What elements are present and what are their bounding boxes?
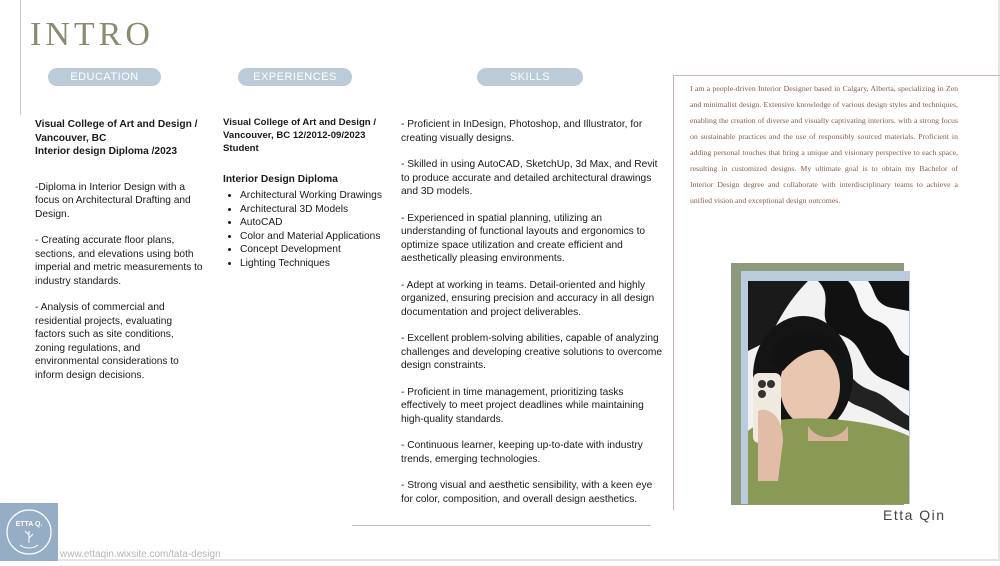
brand-logo — [0, 503, 58, 561]
education-heading — [35, 118, 205, 159]
logo-text: ETTA Q. — [15, 521, 43, 528]
profile-photo — [748, 281, 909, 504]
skill-item: - Proficient in time management, prioritizing tasks effectively to meet project deadlines while maintaining high-quality standards. — [401, 386, 644, 425]
experiences-school: Visual College of Art and Design / — [223, 117, 376, 128]
experiences-pill: EXPERIENCES — [238, 68, 352, 86]
list-item: • Color and Material Applications — [240, 230, 383, 244]
skill-item: - Proficient in InDesign, Photoshop, and Illustrator, for creating visually designs. — [401, 119, 643, 144]
skill-item: - Experienced in spatial planning, utilizing an understanding of functional layouts and ergonomics to optimize space utilization and create efficient and aesthetically pleasing environments. — [401, 212, 646, 264]
logo-emblem — [0, 503, 58, 561]
list-item: • Architectural 3D Models — [240, 203, 383, 217]
education-paragraph: -Diploma in Interior Design with a focus on Architectural Drafting and Design. — [35, 181, 191, 220]
experiences-subheading: Interior Design Diploma — [223, 174, 338, 186]
skills-pill: SKILLS — [477, 68, 583, 86]
experiences-role: Student — [223, 142, 259, 154]
title-divider — [20, 0, 21, 115]
experiences-dates: Vancouver, BC 12/2012-09/2023 — [223, 129, 366, 141]
education-paragraph: - Creating accurate floor plans, sections, and elevations using both imperial and metric measurements to industry standards. — [35, 235, 203, 287]
skill-item: - Adept at working in teams. Detail-oriented and highly organized, ensuring precision and accuracy in all design documentation and project deliverables. — [401, 279, 655, 318]
profile-name: Etta Qin — [883, 507, 946, 523]
list-item: • Architectural Working Drawings — [240, 189, 383, 203]
education-degree: Interior design Diploma /2023 — [35, 146, 178, 157]
education-location: Vancouver, BC — [35, 132, 107, 144]
bio-text: I am a people-driven Interior Designer based in Calgary, Alberta, specializing in Zen and minimalist design. Extensive knowledge of various design styles and techniques, enabling the creation of diverse and visually captivating interiors. with a strong focus on sustainable practices and the use of responsibly sourced materials. Proficient in adding personal touches that bring a unique and visionary perspective to each space, resulting in customized designs. My ultimate goal is to obtain my Bachelor of Interior Design degree and collaborate with interdisciplinary teams to achieve a unified vision and exceptional design outcomes. — [690, 84, 958, 205]
list-item: • Concept Development — [240, 243, 383, 257]
skills-column — [401, 118, 663, 519]
education-school: Visual College of Art and Design / — [35, 119, 198, 130]
education-pill: EDUCATION — [48, 68, 161, 86]
skill-item: - Excellent problem-solving abilities, capable of analyzing challenges and developing creative solutions to overcome design constraints. — [401, 333, 663, 371]
education-column — [35, 118, 205, 395]
education-paragraph: - Analysis of commercial and residential projects, evaluating factors such as site conditions, zoning regulations, and environmental considerations to inform design decisions. — [35, 302, 179, 381]
skill-item: - Continuous learner, keeping up-to-date with industry trends, emerging technologies. — [401, 440, 643, 465]
skill-item: - Skilled in using AutoCAD, SketchUp, 3d Max, and Revit to produce accurate and detailed architectural drawings and 3D models. — [401, 159, 658, 197]
experiences-column — [223, 117, 383, 270]
website-link[interactable]: www.ettaqin.wixsite.com/tata-design — [60, 549, 221, 560]
experiences-heading — [223, 117, 383, 155]
bottom-divider — [352, 525, 651, 526]
list-item: • AutoCAD — [240, 216, 383, 230]
skill-item: - Strong visual and aesthetic sensibility, with a keen eye for color, composition, and overall design aesthetics. — [401, 480, 653, 505]
profile-photo-illustration — [748, 281, 909, 504]
page-title: INTRO — [30, 16, 154, 53]
experiences-list — [223, 189, 383, 270]
list-item: • Lighting Techniques — [240, 257, 383, 271]
